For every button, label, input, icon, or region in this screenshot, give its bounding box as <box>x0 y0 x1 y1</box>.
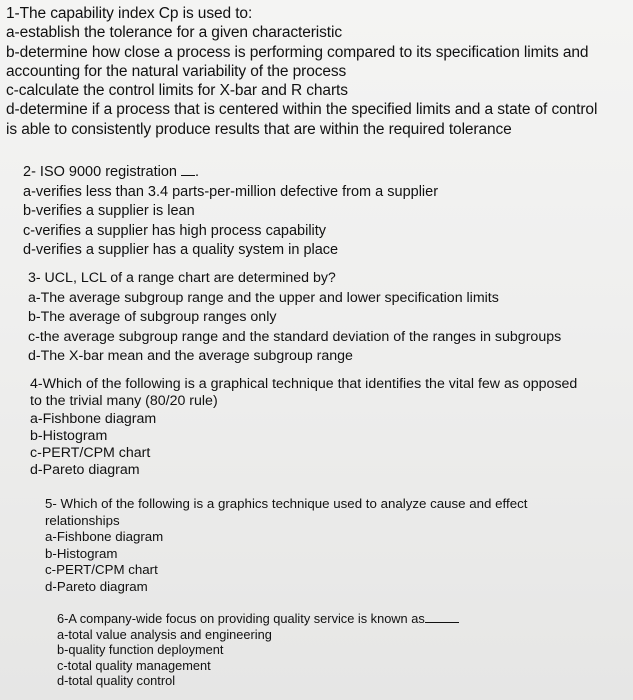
question-2-option-d: d-verifies a supplier has a quality system in place <box>23 242 339 258</box>
question-3-stem: 3- UCL, LCL of a range chart are determined by? <box>28 270 336 286</box>
question-2-option-a: a-verifies less than 3.4 parts-per-million defective from a supplier <box>23 183 439 200</box>
question-1-option-c: c-calculate the control limits for X-bar and R charts <box>6 82 348 100</box>
question-1-option-d-continued: is able to consistently produce results that are within the required tolerance <box>6 120 512 138</box>
answer-blank <box>181 174 195 176</box>
question-5-option-a: a-Fishbone diagram <box>45 529 164 545</box>
question-6-option-a: a-total value analysis and engineering <box>57 626 272 642</box>
question-3-option-b: b-The average of subgroup ranges only <box>28 309 277 325</box>
question-1-option-d: d-determine if a process that is centered within the specified limits and a state of control <box>6 101 598 119</box>
question-4 <box>30 376 633 480</box>
question-6-option-b: b-quality function deployment <box>57 642 224 658</box>
question-2-stem-suffix: . <box>194 164 199 180</box>
question-3 <box>28 269 633 367</box>
question-1 <box>6 4 633 139</box>
question-2-stem: 2- ISO 9000 registration <box>23 164 177 180</box>
question-3-option-d: d-The X-bar mean and the average subgroup range <box>28 348 353 364</box>
question-1-option-b-continued: accounting for the natural variability of the process <box>6 62 347 80</box>
question-2-stem-line <box>23 163 633 183</box>
question-4-stem-continued: to the trivial many (80/20 rule) <box>30 393 218 410</box>
question-3-option-a: a-The average subgroup range and the upper and lower specification limits <box>28 289 499 306</box>
question-6 <box>57 611 633 689</box>
question-5-stem: 5- Which of the following is a graphics technique used to analyze cause and effect <box>45 496 528 511</box>
question-2-option-c: c-verifies a supplier has high process capability <box>23 222 327 239</box>
question-1-option-b: b-determine how close a process is performing compared to its specification limits and <box>6 43 589 61</box>
question-4-option-b: b-Histogram <box>30 427 108 444</box>
question-5 <box>45 496 633 596</box>
question-1-stem: 1-The capability index Cp is used to: <box>6 5 253 22</box>
question-4-option-c: c-PERT/CPM chart <box>30 445 151 462</box>
question-4-stem: 4-Which of the following is a graphical technique that identifies the vital few as opposed <box>30 376 578 392</box>
question-5-stem-continued: relationships <box>45 512 120 528</box>
question-5-option-c: c-PERT/CPM chart <box>45 562 158 578</box>
question-1-option-a: a-establish the tolerance for a given characteristic <box>6 24 342 42</box>
question-6-stem: 6-A company-wide focus on providing quality service is known as <box>57 611 425 626</box>
question-5-option-b: b-Histogram <box>45 545 118 561</box>
question-4-option-d: d-Pareto diagram <box>30 462 140 479</box>
question-2-option-b: b-verifies a supplier is lean <box>23 203 195 219</box>
question-2 <box>23 163 633 261</box>
answer-blank <box>425 621 459 623</box>
question-6-option-c: c-total quality management <box>57 657 211 673</box>
question-3-option-c: c-the average subgroup range and the standard deviation of the ranges in subgroups <box>28 328 562 345</box>
question-6-option-d: d-total quality control <box>57 673 176 689</box>
question-6-stem-line <box>57 611 633 627</box>
question-4-option-a: a-Fishbone diagram <box>30 410 157 427</box>
question-5-option-d: d-Pareto diagram <box>45 578 148 594</box>
